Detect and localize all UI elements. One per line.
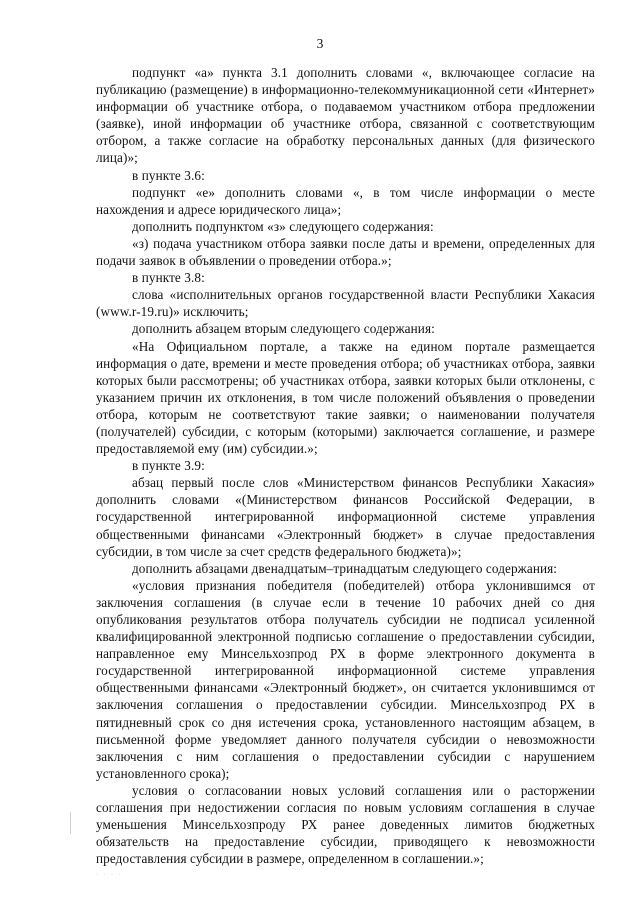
paragraph-heading-3-8: в пункте 3.8:: [132, 270, 205, 286]
paragraph-heading-3-9: в пункте 3.9:: [132, 458, 205, 474]
scan-edge-mark: [70, 812, 71, 834]
paragraph-3-9-first: абзац первый после слов «Министерством финансов Республики Хакасия» дополнить словами «(Министерством финансов Российской Федерации, в государственной интегрированной информационной системе управления общественными финансами «Электронный бюджет» в случае предоставления субсидии, в том числе за счет средств федерального бюджета)»;: [96, 475, 595, 559]
paragraph-z-text: «з) подача участником отбора заявки после даты и времени, определенных для подачи заявок в объявлении о проведении отбора.»;: [96, 235, 595, 269]
document-body: [96, 64, 595, 867]
paragraph-winner-conditions: «условия признания победителя (победителей) отбора уклонившимся от заключения соглашения (в случае если в течение 10 рабочих дней со дня опубликования результатов отбора получатель субсидии не подписал усиленной квалифицированной электронной подписью соглашение о предоставлении субсидии, направленное ему Минсельхозпрод РХ в форме электронного документа в государственной интегрированной информационной системе управления общественными финансами «Электронный бюджет», он считается уклонившимся от заключения соглашения о предоставлении субсидии. Минсельхозпрод РХ в пятидневный срок со дня истечения срока, установленного настоящим абзацем, в письменной форме уведомляет данного получателя субсидии о невозможности заключения с ним соглашения о предоставлении субсидии с нарушением установленного срока);: [96, 577, 595, 781]
paragraph-agreement-conditions: условия о согласовании новых условий соглашения или о расторжении соглашения при недостижении согласия по новым условиям соглашения в случае уменьшения Минсельхозпроду РХ ранее доведенных лимитов бюджетных обязательств на предоставление субсидии, приводящего к невозможности предоставления субсидии в размере, определенном в соглашении.»;: [96, 782, 595, 867]
paragraph-add-z: дополнить подпунктом «з» следующего содержания:: [132, 218, 434, 234]
paragraph-add-twelfth: дополнить абзацами двенадцатым–тринадцатым следующего содержания:: [132, 560, 558, 576]
paragraph-heading-3-6: в пункте 3.6:: [132, 167, 205, 183]
paragraph-3-1-a: подпункт «а» пункта 3.1 дополнить словами «, включающее согласие на публикацию (размещение) в информационно-телекоммуникационной сети «Интернет» информации об участнике отбора, о подаваемом участником отбора предложении (заявке), иной информации об участнике отбора, связанной с соответствующим отбором, а также согласие на обработку персональных данных (для физического лица)»;: [96, 65, 595, 166]
paragraph-portal-text: «На Официальном портале, а также на едином портале размещается информация о дате, времени и месте проведения отбора; об участниках отбора, заявки которых были рассмотрены; об участниках отбора, заявки которых были отклонены, с указанием причин их отклонения, в том числе положений объявления о проведении отбора, которым не соответствуют такие заявки; о наименовании получателя (получателей) субсидии, с которым (которыми) заключается соглашение, и размере предоставляемой ему (им) субсидии.»;: [96, 338, 595, 457]
scan-noise-mark: · · · ·: [96, 872, 123, 878]
paragraph-3-6-e: подпункт «е» дополнить словами «, в том числе информации о месте нахождения и адресе юридического лица»;: [96, 184, 595, 217]
paragraph-add-second: дополнить абзацем вторым следующего содержания:: [132, 321, 435, 337]
paragraph-3-8-words: слова «исполнительных органов государственной власти Республики Хакасия (www.r-19.ru)» исключить;: [96, 287, 595, 320]
page-number: 3: [316, 36, 324, 51]
